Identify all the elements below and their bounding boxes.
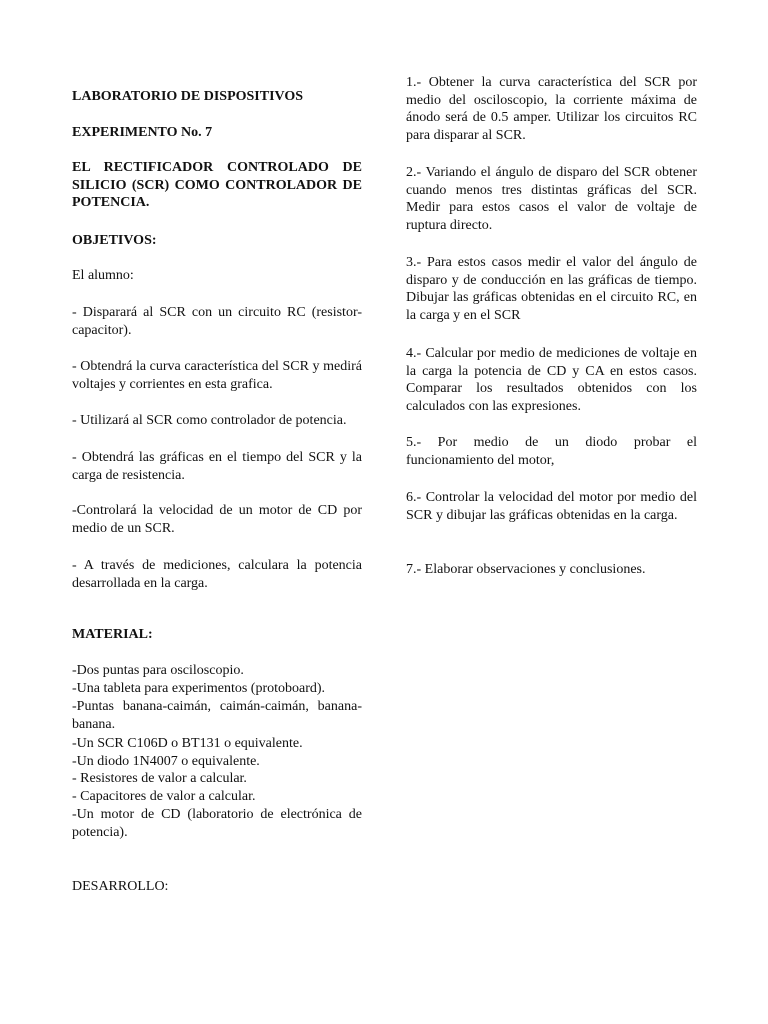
procedure-step: 2.- Variando el ángulo de disparo del SCR obtener cuando menos tres distintas gráficas del SCR. Medir para estos casos el valor de voltaje de ruptura directo. [406, 165, 697, 233]
experiment-number: EXPERIMENTO No. 7 [72, 125, 213, 140]
objective-item: - Disparará al SCR con un circuito RC (resistor-capacitor). [72, 305, 362, 338]
student-intro: El alumno: [72, 268, 134, 283]
material-item: - Resistores de valor a calcular. [72, 771, 247, 786]
material-item: -Un diodo 1N4007 o equivalente. [72, 754, 260, 769]
procedure-step: 6.- Controlar la velocidad del motor por medio del SCR y dibujar las gráficas obtenidas en la carga. [406, 490, 697, 523]
procedure-step: 3.- Para estos casos medir el valor del ángulo de disparo y de conducción en las gráficas de tiempo. Dibujar las gráficas obtenidas en el circuito RC, en la carga y en el SCR [406, 255, 697, 323]
procedure-step: 4.- Calcular por medio de mediciones de voltaje en la carga la potencia de CD y CA en estos casos. Comparar los resultados obtenidos con los calculados con las expresiones. [406, 346, 697, 414]
material-item: -Dos puntas para osciloscopio. [72, 663, 244, 678]
material-heading: MATERIAL: [72, 627, 153, 642]
objective-item: - Obtendrá las gráficas en el tiempo del SCR y la carga de resistencia. [72, 450, 362, 483]
objective-item: - A través de mediciones, calculara la potencia desarrollada en la carga. [72, 558, 362, 591]
material-item: -Una tableta para experimentos (protoboard). [72, 681, 326, 696]
document-title: EL RECTIFICADOR CONTROLADO DE SILICIO (SCR) COMO CONTROLADOR DE POTENCIA. [72, 160, 362, 210]
procedure-step: 1.- Obtener la curva característica del SCR por medio del osciloscopio, la corriente máxima de ánodo será de 0.5 amper. Utilizar los circuitos RC para disparar al SCR. [406, 75, 697, 143]
material-item: - Capacitores de valor a calcular. [72, 789, 256, 804]
objectives-heading: OBJETIVOS: [72, 233, 157, 248]
objective-item: -Controlará la velocidad de un motor de CD por medio de un SCR. [72, 503, 362, 536]
objective-item: - Obtendrá la curva característica del SCR y medirá voltajes y corrientes en esta grafica. [72, 359, 362, 392]
procedure-step: 5.- Por medio de un diodo probar el funcionamiento del motor, [406, 435, 697, 468]
development-heading: DESARROLLO: [72, 879, 169, 894]
material-item: -Un SCR C106D o BT131 o equivalente. [72, 736, 303, 751]
material-item: -Puntas banana-caimán, caimán-caimán, banana-banana. [72, 699, 362, 732]
lab-title: LABORATORIO DE DISPOSITIVOS [72, 89, 304, 104]
procedure-step: 7.- Elaborar observaciones y conclusiones. [406, 562, 646, 577]
objective-item: - Utilizará al SCR como controlador de potencia. [72, 413, 347, 428]
material-item: -Un motor de CD (laboratorio de electrónica de potencia). [72, 807, 362, 840]
